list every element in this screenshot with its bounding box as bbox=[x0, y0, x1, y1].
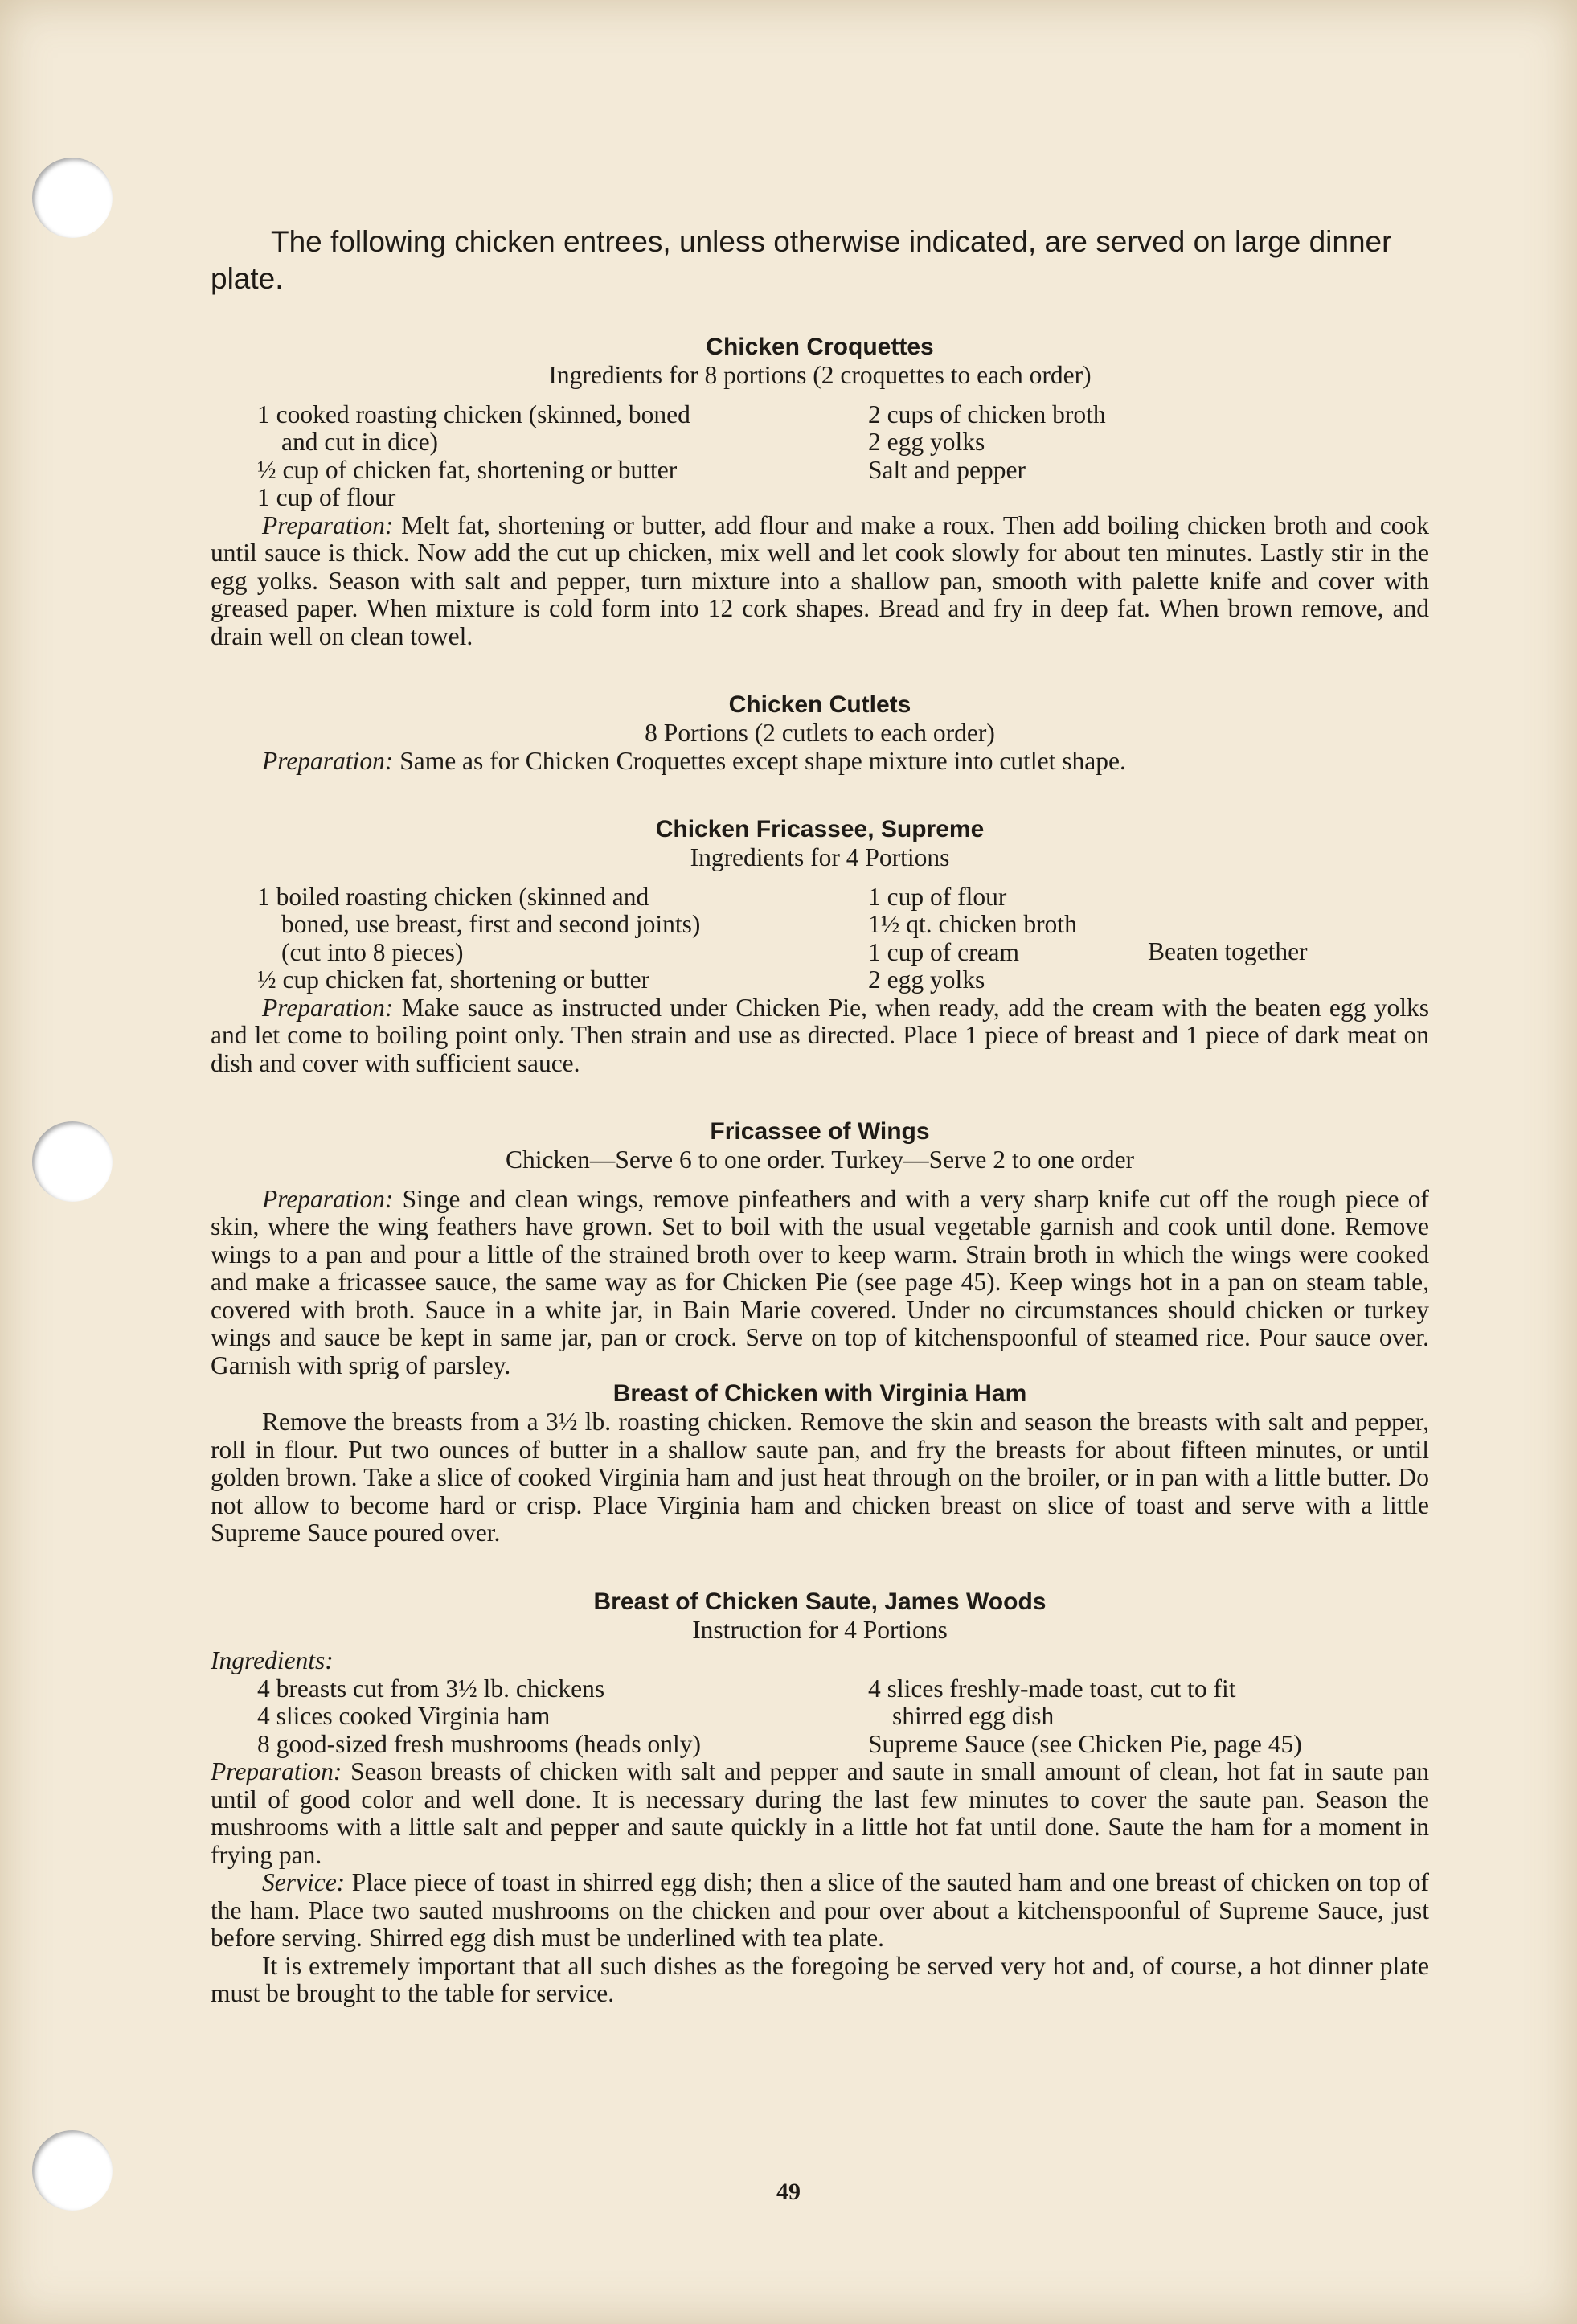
ingredients-label: Ingredients: bbox=[211, 1646, 334, 1674]
page-number: 49 bbox=[776, 2178, 801, 2205]
recipe-subtitle: Ingredients for 8 portions (2 croquettes to each order) bbox=[548, 361, 1092, 389]
recipe-fricassee bbox=[211, 815, 1429, 1077]
ingredients-list bbox=[257, 1675, 1429, 1759]
preparation-label: Preparation: bbox=[262, 746, 394, 775]
recipe-title: Fricassee of Wings bbox=[710, 1118, 930, 1145]
ingredient-item: 1½ qt. chicken broth bbox=[868, 910, 1077, 938]
ingredient-item: 2 cups of chicken broth bbox=[868, 400, 1106, 428]
preparation-label: Preparation: bbox=[211, 1757, 342, 1785]
preparation-text: Melt fat, shortening or butter, add flour and make a roux. Then add boiling chicken broth and cook until sauce is thick. Now add the cut up chicken, mix well and let cook slowly for about ten minutes. Lastly stir in the egg yolks. Season with salt and pepper, turn mixture into a shallow pan, smooth with palette knife and cover with greased paper. When mixture is cold form into 12 cork shapes. Bread and fry in deep fat. When brown remove, and drain well on clean towel. bbox=[211, 510, 1429, 650]
ingredients-list bbox=[257, 401, 1429, 512]
recipe-text: Remove the breasts from a 3½ lb. roasting chicken. Remove the skin and season the breasts with salt and pepper, roll in flour. Put two ounces of butter in a shallow saute pan, and fry the breasts for about fifteen minutes, or until golden brown. Take a slice of cooked Virginia ham and just heat through on the broiler, or in pan with a little butter. Do not allow to become hard or crisp. Place Virginia ham and chicken breast on slice of toast and serve with a little Supreme Sauce poured over. bbox=[211, 1408, 1429, 1547]
recipe-wings bbox=[211, 1117, 1429, 1379]
closing-paragraph: It is extremely important that all such dishes as the foregoing be served very hot and, of course, a hot dinner plate must be brought to the table for service. bbox=[211, 1951, 1429, 2007]
recipe-james-woods bbox=[211, 1588, 1429, 2008]
preparation-paragraph bbox=[211, 512, 1429, 651]
ingredient-item: and cut in dice) bbox=[281, 428, 439, 456]
preparation-paragraph bbox=[211, 1758, 1429, 1869]
ingredient-item: 4 slices freshly-made toast, cut to fit bbox=[868, 1674, 1236, 1703]
preparation-text: Make sauce as instructed under Chicken Pie, when ready, add the cream with the beaten egg yolks and let come to boiling point only. Then strain and use as directed. Place 1 piece of breast and 1 piece of dark meat on dish and cover with sufficient sauce. bbox=[211, 993, 1429, 1077]
service-label: Service: bbox=[262, 1868, 346, 1896]
preparation-text: Same as for Chicken Croquettes except shape mixture into cutlet shape. bbox=[399, 746, 1126, 775]
ingredient-item: 4 slices cooked Virginia ham bbox=[257, 1702, 551, 1730]
punch-hole-middle bbox=[32, 1121, 113, 1202]
recipe-croquettes bbox=[211, 333, 1429, 650]
preparation-paragraph bbox=[211, 1186, 1429, 1380]
preparation-label: Preparation: bbox=[262, 1184, 394, 1213]
recipe-title: Chicken Croquettes bbox=[706, 334, 934, 360]
ingredient-item: ½ cup chicken fat, shortening or butter bbox=[257, 965, 650, 994]
service-text: Place piece of toast in shirred egg dish; then a slice of the sauted ham and one breast of chicken on top of the ham. Place two sauted mushrooms on the chicken and pour over about a kitchenspoonful of Supreme Sauce, just before serving. Shirred egg dish must be underlined with tea plate. bbox=[211, 1868, 1430, 1952]
ingredient-item: Supreme Sauce (see Chicken Pie, page 45) bbox=[868, 1729, 1302, 1758]
intro-text: The following chicken entrees, unless otherwise indicated, are served on large dinner plate. bbox=[211, 225, 1392, 295]
ingredient-item: 1 cup of flour bbox=[868, 882, 1007, 911]
page-content bbox=[211, 223, 1429, 2008]
recipe-subtitle: Instruction for 4 Portions bbox=[692, 1615, 948, 1644]
ingredient-item: 1 cup of flour bbox=[257, 483, 396, 511]
ingredient-item: 8 good-sized fresh mushrooms (heads only) bbox=[257, 1729, 702, 1758]
recipe-subtitle: Ingredients for 4 Portions bbox=[690, 843, 950, 871]
beaten-together-note: Beaten together bbox=[1148, 937, 1308, 965]
preparation-label: Preparation: bbox=[262, 510, 394, 539]
recipe-virginia-ham bbox=[211, 1379, 1429, 1547]
ingredient-item: 2 egg yolks bbox=[868, 965, 985, 994]
recipe-title: Chicken Fricassee, Supreme bbox=[655, 816, 985, 842]
preparation-label: Preparation: bbox=[262, 993, 394, 1022]
service-paragraph bbox=[211, 1869, 1429, 1953]
recipe-title: Breast of Chicken Saute, James Woods bbox=[593, 1588, 1047, 1615]
ingredient-item: ½ cup of chicken fat, shortening or butter bbox=[257, 455, 678, 484]
recipe-subtitle: Chicken—Serve 6 to one order. Turkey—Serve 2 to one order bbox=[505, 1146, 1135, 1174]
recipe-title: Breast of Chicken with Virginia Ham bbox=[612, 1380, 1027, 1407]
preparation-paragraph bbox=[211, 748, 1429, 776]
ingredient-item: 1 cooked roasting chicken (skinned, boned bbox=[257, 400, 690, 428]
recipe-title: Chicken Cutlets bbox=[728, 691, 911, 718]
preparation-text: Season breasts of chicken with salt and pepper and saute in small amount of clean, hot fat in saute pan until of good color and well done. It is necessary during the last few minutes to cover the saute pan. Season the mushrooms with a little salt and pepper and saute quickly in a little hot fat until done. Saute the ham for a moment in frying pan. bbox=[211, 1757, 1429, 1869]
ingredient-item: shirred egg dish bbox=[892, 1702, 1055, 1730]
ingredient-item: 1 cup of cream bbox=[868, 937, 1020, 966]
ingredient-item: (cut into 8 pieces) bbox=[281, 937, 464, 966]
punch-hole-top bbox=[32, 158, 113, 238]
ingredient-item: 1 boiled roasting chicken (skinned and bbox=[257, 882, 649, 911]
ingredient-item: Salt and pepper bbox=[868, 455, 1026, 484]
ingredient-item: 4 breasts cut from 3½ lb. chickens bbox=[257, 1674, 605, 1703]
preparation-text: Singe and clean wings, remove pinfeathers and with a very sharp knife cut off the rough piece of skin, where the wing feathers have grown. Set to boil with the usual vegetable garnish and cook until done. Remove wings to a pan and pour a little of the strained broth over to keep warm. Strain broth in which the wings were cooked and make a fricassee sauce, the same way as for Chicken Pie (see page 45). Keep wings hot in a pan on steam table, covered with broth. Sauce in a white jar, in Bain Marie covered. Under no circumstances should chicken or turkey wings and sauce be kept in same jar, pan or crock. Serve on top of kitchenspoonful of steamed rice. Pour sauce over. Garnish with sprig of parsley. bbox=[211, 1184, 1430, 1379]
ingredient-item: 2 egg yolks bbox=[868, 428, 985, 456]
recipe-cutlets bbox=[211, 691, 1429, 775]
preparation-paragraph bbox=[211, 994, 1429, 1078]
recipe-subtitle: 8 Portions (2 cutlets to each order) bbox=[645, 719, 995, 747]
ingredient-item: boned, use breast, first and second joints) bbox=[281, 910, 701, 938]
